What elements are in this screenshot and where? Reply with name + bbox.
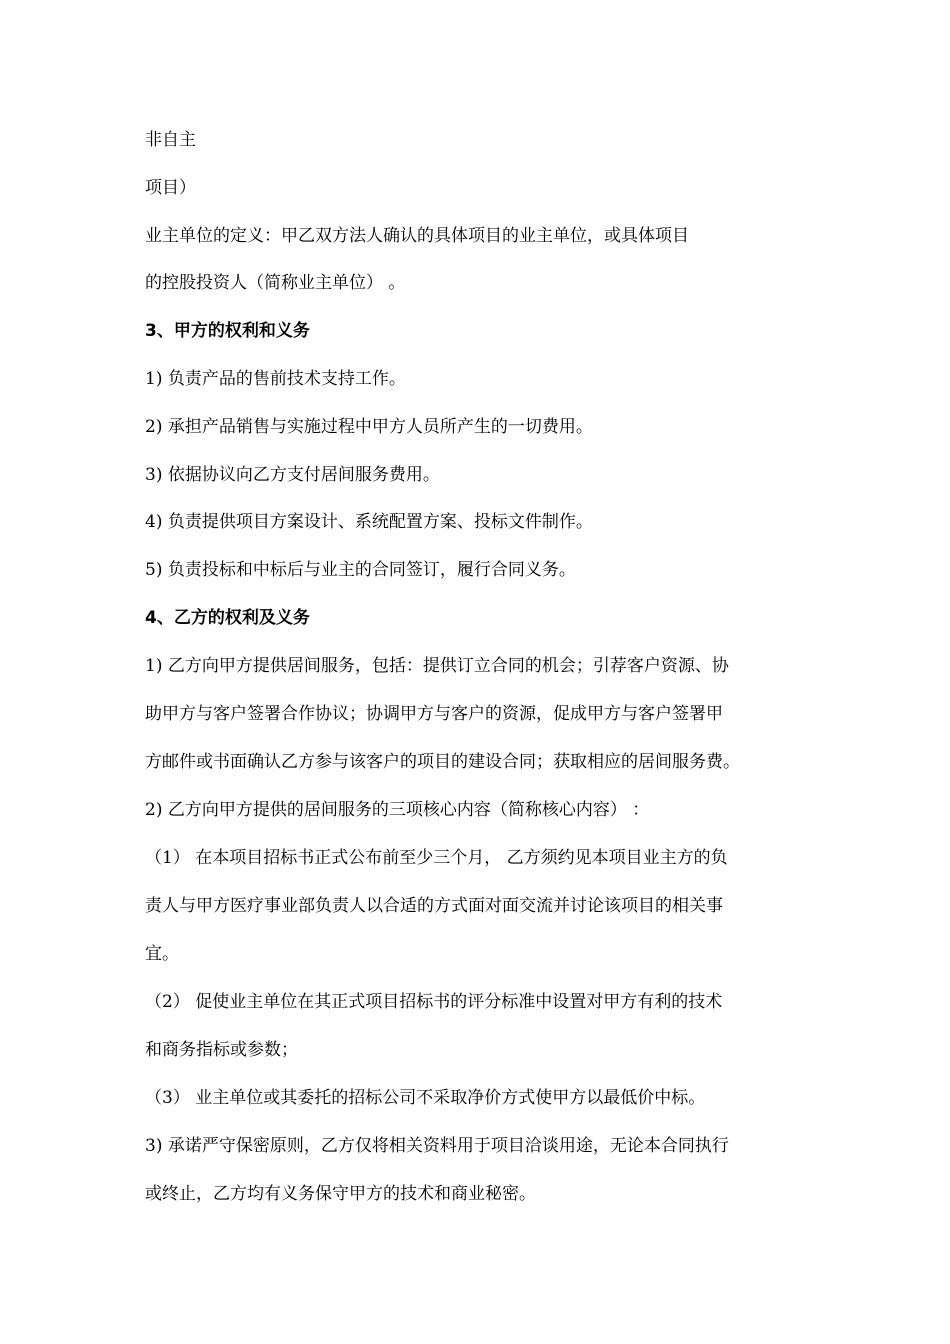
text-line-2: 项目） <box>145 178 196 198</box>
party-b-item-3-line-1: 3) 承诺严守保密原则，乙方仅将相关资料用于项目洽谈用途，无论本合同执行 <box>145 1136 729 1156</box>
party-a-item-5: 5) 负责投标和中标后与业主的合同签订，履行合同义务。 <box>145 560 576 580</box>
party-a-item-1: 1) 负责产品的售前技术支持工作。 <box>145 369 406 389</box>
party-a-item-4: 4) 负责提供项目方案设计、系统配置方案、投标文件制作。 <box>145 512 593 532</box>
party-a-item-3: 3) 依据协议向乙方支付居间服务费用。 <box>145 465 440 485</box>
party-b-item-3-line-2: 或终止，乙方均有义务保守甲方的技术和商业秘密。 <box>145 1184 536 1204</box>
core-content-1-line-3: 宜。 <box>145 944 179 964</box>
party-b-item-2: 2) 乙方向甲方提供的居间服务的三项核心内容（简称核心内容） ： <box>145 800 650 820</box>
core-content-1-line-1: （1） 在本项目招标书正式公布前至少三个月， 乙方须约见本项目业主方的负 <box>145 848 728 868</box>
section-heading-party-b: 4、乙方的权利及义务 <box>145 608 310 628</box>
party-a-item-2: 2) 承担产品销售与实施过程中甲方人员所产生的一切费用。 <box>145 417 593 437</box>
party-b-item-1-line-1: 1) 乙方向甲方提供居间服务，包括：提供订立合同的机会；引荐客户资源、协 <box>145 656 729 676</box>
party-b-item-1-line-2: 助甲方与客户签署合作协议；协调甲方与客户的资源，促成甲方与客户签署甲 <box>145 704 723 724</box>
owner-definition-line-2: 的控股投资人（简称业主单位） 。 <box>145 273 406 293</box>
core-content-3: （3） 业主单位或其委托的招标公司不采取净价方式使甲方以最低价中标。 <box>145 1088 706 1108</box>
core-content-2-line-2: 和商务指标或参数； <box>145 1040 298 1060</box>
party-b-item-1-line-3: 方邮件或书面确认乙方参与该客户的项目的建设合同；获取相应的居间服务费。 <box>145 752 740 772</box>
section-heading-party-a: 3、甲方的权利和义务 <box>145 321 310 341</box>
owner-definition-line-1: 业主单位的定义：甲乙双方法人确认的具体项目的业主单位，或具体项目 <box>145 226 689 246</box>
core-content-1-line-2: 责人与甲方医疗事业部负责人以合适的方式面对面交流并讨论该项目的相关事 <box>145 896 723 916</box>
core-content-2-line-1: （2） 促使业主单位在其正式项目招标书的评分标准中设置对甲方有利的技术 <box>145 992 723 1012</box>
text-line-1: 非自主 <box>145 130 196 150</box>
